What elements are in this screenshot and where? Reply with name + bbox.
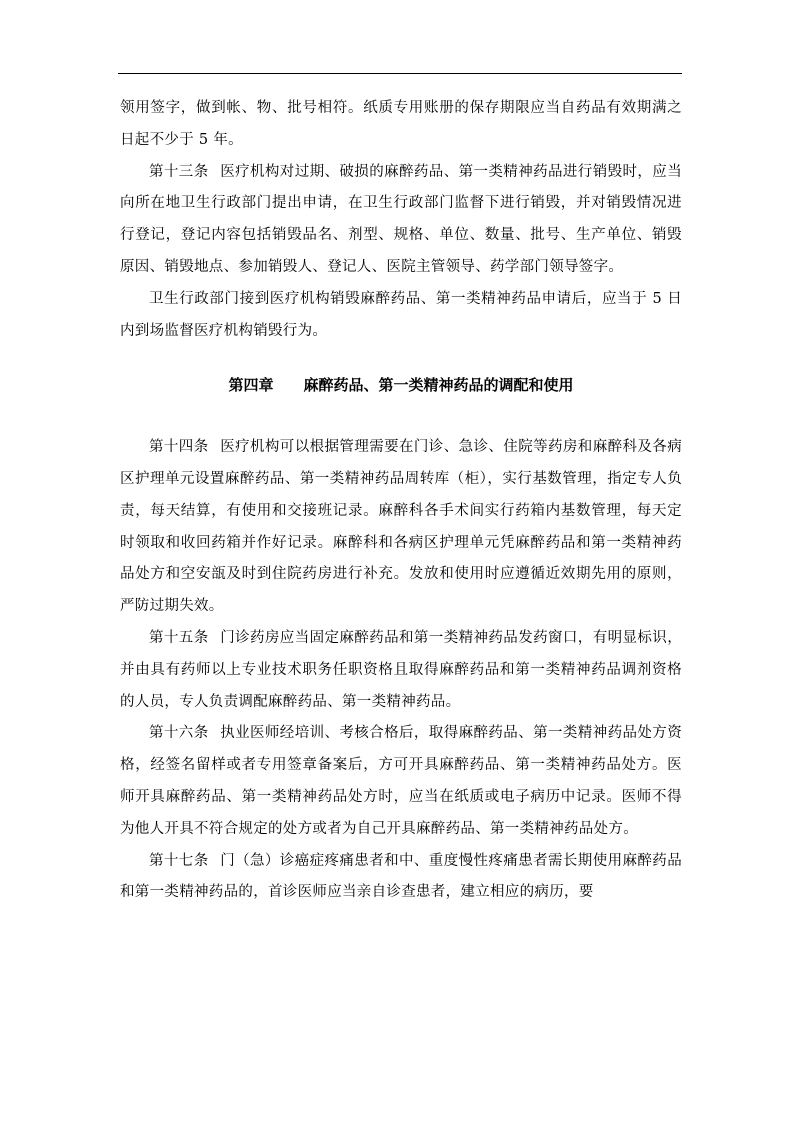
header-rule bbox=[118, 73, 682, 74]
article-13 bbox=[120, 157, 682, 284]
article-text: 门（急）诊癌症疼痛患者和中、重度慢性疼痛患者需长期使用麻醉药品和第一类精神药品的，首诊医师应当亲自诊查患者，建立相应的病历，要 bbox=[120, 852, 683, 901]
paragraph-text: 卫生行政部门接到医疗机构销毁麻醉药品、第一类精神药品申请后，应当于 5 日内到场监督医疗机构销毁行为。 bbox=[120, 290, 682, 339]
article-text: 医疗机构对过期、破损的麻醉药品、第一类精神药品进行销毁时，应当向所在地卫生行政部门提出申请，在卫生行政部门监督下进行销毁，并对销毁情况进行登记，登记内容包括销毁品名、剂型、规格、单位、数量、批号、生产单位、销毁原因、销毁地点、参加销毁人、登记人、医院主管领导、药学部门领导签字。 bbox=[120, 163, 683, 275]
article-number: 第十四条 bbox=[149, 439, 209, 456]
paragraph-inspection bbox=[120, 284, 682, 348]
article-number: 第十六条 bbox=[149, 725, 209, 742]
chapter-heading: 第四章 麻醉药品、第一类精神药品的调配和使用 bbox=[228, 376, 574, 395]
article-text: 执业医师经培训、考核合格后，取得麻醉药品、第一类精神药品处方资格，经签名留样或者专用签章备案后，方可开具麻醉药品、第一类精神药品处方。医师开具麻醉药品、第一类精神药品处方时，应当在纸质或电子病历中记录。医师不得为他人开具不符合规定的处方或者为自己开具麻醉药品、第一类精神药品处方。 bbox=[120, 725, 683, 837]
paragraph-text: 领用签字，做到帐、物、批号相符。纸质专用账册的保存期限应当自药品有效期满之日起不少于 5 年。 bbox=[120, 100, 682, 148]
article-number: 第十三条 bbox=[149, 163, 209, 180]
article-15 bbox=[120, 623, 682, 718]
article-number: 第十五条 bbox=[149, 629, 209, 646]
article-17 bbox=[120, 846, 682, 910]
article-text: 门诊药房应当固定麻醉药品和第一类精神药品发药窗口，有明显标识，并由具有药师以上专业技术职务任职资格且取得麻醉药品和第一类精神药品调剂资格的人员，专人负责调配麻醉药品、第一类精神药品。 bbox=[120, 629, 683, 710]
article-number: 第十七条 bbox=[149, 852, 209, 869]
document-body bbox=[120, 93, 682, 909]
article-text: 医疗机构可以根据管理需要在门诊、急诊、住院等药房和麻醉科及各病区护理单元设置麻醉药品、第一类精神药品周转库（柜），实行基数管理，指定专人负责，每天结算，有使用和交接班记录。麻醉科各手术间实行药箱内基数管理，每天定时领取和收回药箱并作好记录。麻醉科和各病区护理单元凭麻醉药品和第一类精神药品处方和空安瓿及时到住院药房进行补充。发放和使用时应遵循近效期先用的原则，严防过期失效。 bbox=[120, 439, 683, 615]
article-16 bbox=[120, 718, 682, 845]
paragraph-continuation bbox=[120, 93, 682, 157]
article-14 bbox=[120, 432, 682, 623]
